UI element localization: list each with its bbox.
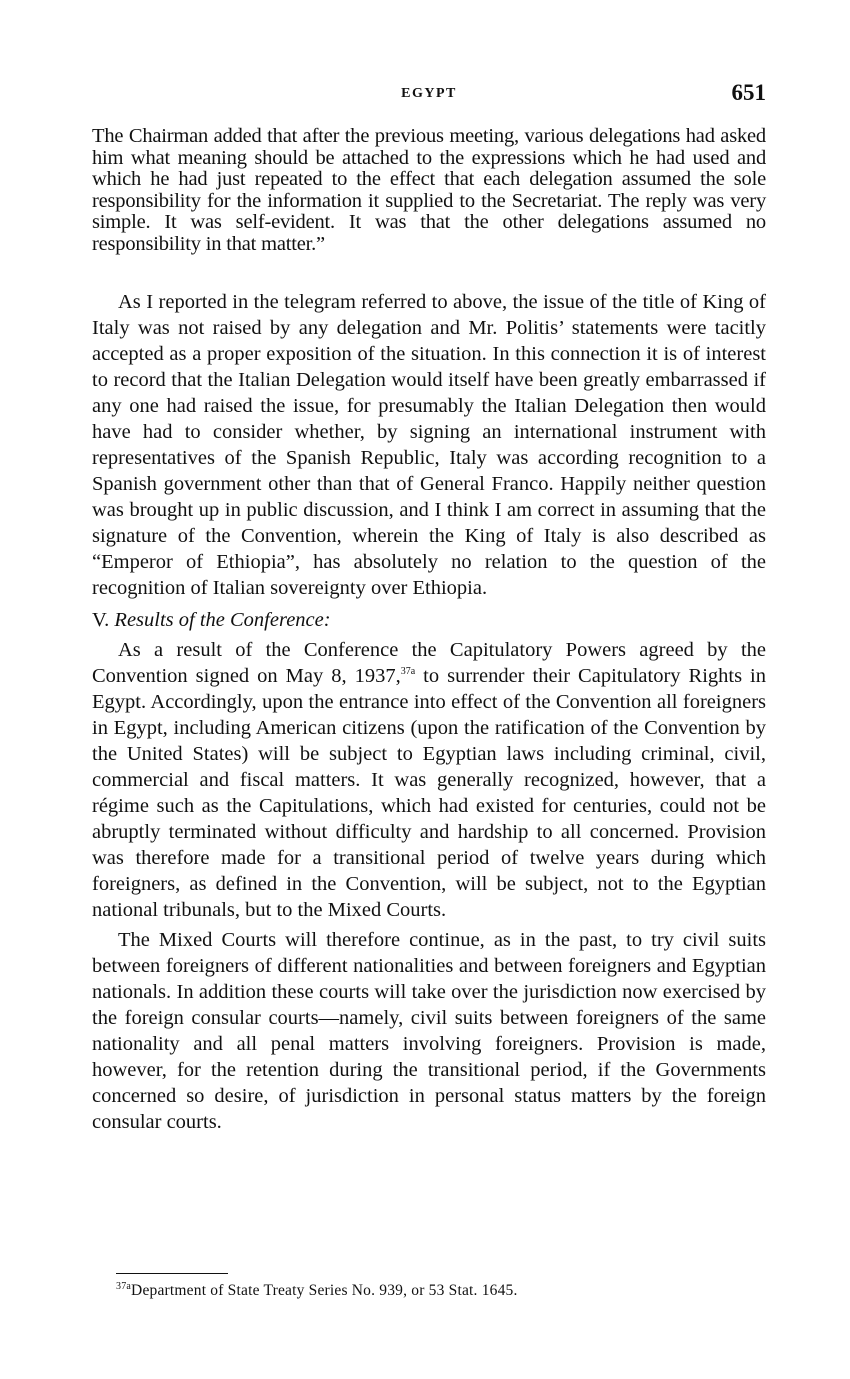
footnote: [116, 1281, 766, 1301]
paragraph-results-text-end: to surrender their Capitulatory Rights in Egypt. Accordingly, upon the entrance into effect of the Convention all foreigners in Egypt, including American citizens (upon the ratification of the Convention by the United States) will be subject to Egyptian laws including criminal, civil, commercial and fiscal matters. It was generally recognized, however, that a régime such as the Capitulations, which had existed for centuries, could not be abruptly terminated without difficulty and hardship to all concerned. Provision was therefore made for a transitional period of twelve years during which foreigners, as defined in the Convention, will be subject, not to the Egyptian national tribunals, but to the Mixed Courts.: [92, 665, 766, 921]
page-header: [92, 80, 766, 110]
page-number: 651: [731, 80, 766, 105]
document-page: [92, 0, 766, 1379]
paragraph-mixed-courts: The Mixed Courts will therefore continue, as in the past, to try civil suits between foreigners of different nationalities and between foreigners and Egyptian nationals. In addition these courts will take over the jurisdiction now exercised by the foreign consular courts—namely, civil suits between foreigners of the same nationality and all penal matters involving foreigners. Provision is made, however, for the retention during the transitional period, if the Governments concerned so desire, of jurisdiction in personal status matters by the foreign consular courts.: [92, 929, 766, 1133]
paragraph-title-of-king: As I reported in the telegram referred to above, the issue of the title of King of Italy was not raised by any delegation and Mr. Politis’ statements were tacitly accepted as a proper exposition of the situation. In this connection it is of interest to record that the Italian Delegation would itself have been greatly embarrassed if any one had raised the issue, for presumably the Italian Delegation then would have had to consider whether, by signing an international instrument with representatives of the Spanish Republic, Italy was according recognition to a Spanish government other than that of General Franco. Happily neither question was brought up in public discussion, and I think I am correct in assuming that the signature of the Convention, wherein the King of Italy is also described as “Emperor of Ethiopia”, has absolutely no relation to the question of the recognition of Italian sovereignty over Ethiopia.: [92, 291, 766, 599]
section-title: Results of the Conference:: [114, 609, 331, 631]
paragraph-results-text-start: As a result of the Conference the Capitulatory Powers agreed by the Convention signed on May 8, 1937,: [92, 639, 766, 687]
footnote-text: Department of State Treaty Series No. 939, or 53 Stat. 1645.: [131, 1282, 518, 1299]
section-number: V.: [92, 609, 110, 631]
footnote-divider: [116, 1273, 228, 1274]
quoted-paragraph: The Chairman added that after the previous meeting, various delegations had asked him what meaning should be attached to the expressions which he had used and which he had just repeated to the effect that each delegation assumed the sole responsibility for the information it supplied to the Secretariat. The reply was very simple. It was self-evident. It was that the other delegations assumed no responsibility in that matter.”: [92, 125, 766, 255]
footnote-reference[interactable]: 37a: [400, 666, 416, 678]
body-text: [92, 289, 766, 1139]
footnote-mark: 37a: [116, 1280, 132, 1292]
paragraph-results: [92, 637, 766, 923]
section-heading: [92, 607, 766, 633]
running-title: EGYPT: [401, 86, 457, 101]
